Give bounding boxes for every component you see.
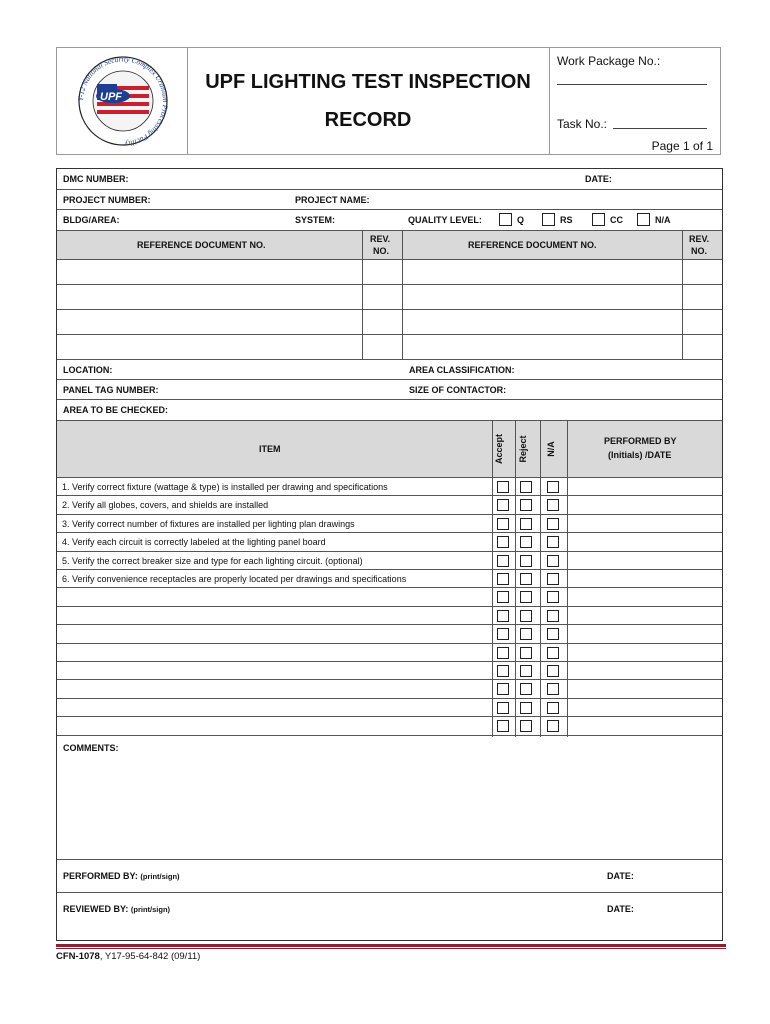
performed-by-cell[interactable] bbox=[568, 496, 718, 514]
accept-header: Accept bbox=[494, 434, 504, 465]
system-label: SYSTEM: bbox=[295, 215, 336, 225]
reject-checkbox[interactable] bbox=[520, 610, 532, 622]
info-cell bbox=[550, 48, 720, 154]
reject-checkbox[interactable] bbox=[520, 555, 532, 567]
checklist-divider bbox=[515, 421, 516, 737]
reject-checkbox[interactable] bbox=[520, 518, 532, 530]
checklist-header bbox=[57, 421, 722, 478]
contactor-label: SIZE OF CONTACTOR: bbox=[409, 385, 507, 395]
na-checkbox[interactable] bbox=[547, 665, 559, 677]
accept-checkbox[interactable] bbox=[497, 610, 509, 622]
item-header: ITEM bbox=[259, 444, 281, 454]
na-checkbox[interactable] bbox=[547, 573, 559, 585]
na-checkbox[interactable] bbox=[547, 683, 559, 695]
quality-na-label: N/A bbox=[655, 215, 671, 225]
na-header: N/A bbox=[546, 441, 556, 457]
reject-checkbox[interactable] bbox=[520, 591, 532, 603]
area-checked-label: AREA TO BE CHECKED: bbox=[63, 405, 169, 415]
na-checkbox[interactable] bbox=[547, 702, 559, 714]
performed-by-cell[interactable] bbox=[568, 644, 718, 662]
reject-checkbox[interactable] bbox=[520, 665, 532, 677]
task-field[interactable] bbox=[613, 128, 707, 129]
performed-by-row[interactable] bbox=[57, 860, 722, 893]
performed-by-cell[interactable] bbox=[568, 588, 718, 606]
accept-checkbox[interactable] bbox=[497, 628, 509, 640]
checklist-row bbox=[57, 699, 722, 717]
checklist-row bbox=[57, 496, 722, 514]
checklist-item-text: 3. Verify correct number of fixtures are installed per lighting plan drawings bbox=[62, 518, 355, 529]
task-label: Task No.: bbox=[557, 117, 608, 131]
checklist-row bbox=[57, 533, 722, 551]
reject-checkbox[interactable] bbox=[520, 481, 532, 493]
ref-table-header bbox=[57, 231, 722, 260]
ref-divider bbox=[682, 231, 683, 360]
checklist-row bbox=[57, 607, 722, 625]
reject-header: Reject bbox=[518, 435, 528, 463]
checklist-row bbox=[57, 662, 722, 680]
checklist-divider bbox=[567, 421, 568, 737]
reviewed-by-row[interactable] bbox=[57, 893, 722, 940]
performed-by-header-line2: (Initials) /DATE bbox=[608, 450, 672, 460]
checklist-row bbox=[57, 478, 722, 496]
reject-checkbox[interactable] bbox=[520, 628, 532, 640]
performed-by-cell[interactable] bbox=[568, 699, 718, 717]
checklist-item-text: 5. Verify the correct breaker size and type for each lighting circuit. (optional) bbox=[62, 555, 363, 566]
reject-checkbox[interactable] bbox=[520, 573, 532, 585]
na-checkbox[interactable] bbox=[547, 499, 559, 511]
location-label: LOCATION: bbox=[63, 365, 113, 375]
accept-checkbox[interactable] bbox=[497, 591, 509, 603]
performed-by-cell[interactable] bbox=[568, 515, 718, 533]
area-classification-label: AREA CLASSIFICATION: bbox=[409, 365, 515, 375]
quality-q-label: Q bbox=[517, 215, 525, 225]
reject-checkbox[interactable] bbox=[520, 702, 532, 714]
form-header bbox=[56, 47, 721, 155]
ref-row[interactable] bbox=[57, 310, 722, 335]
ref-doc-header-2: REFERENCE DOCUMENT NO. bbox=[468, 240, 597, 250]
ref-row[interactable] bbox=[57, 260, 722, 285]
page-number: Page 1 of 1 bbox=[651, 139, 713, 153]
performed-by-cell[interactable] bbox=[568, 717, 718, 735]
rev-header-2-line2: NO. bbox=[691, 246, 708, 256]
checklist-item-text: 2. Verify all globes, covers, and shields are installed bbox=[62, 500, 269, 511]
performed-by-cell[interactable] bbox=[568, 680, 718, 698]
quality-cc-checkbox[interactable] bbox=[592, 213, 605, 226]
performed-by-header-line1: PERFORMED BY bbox=[604, 436, 677, 446]
accept-checkbox[interactable] bbox=[497, 499, 509, 511]
na-checkbox[interactable] bbox=[547, 591, 559, 603]
panel-tag-row[interactable] bbox=[57, 380, 722, 400]
performed-by-cell[interactable] bbox=[568, 533, 718, 551]
na-checkbox[interactable] bbox=[547, 628, 559, 640]
na-checkbox[interactable] bbox=[547, 536, 559, 548]
performed-by-cell[interactable] bbox=[568, 478, 718, 496]
accept-checkbox[interactable] bbox=[497, 555, 509, 567]
accept-checkbox[interactable] bbox=[497, 665, 509, 677]
title-cell bbox=[187, 48, 550, 154]
quality-rs-checkbox[interactable] bbox=[542, 213, 555, 226]
checklist-row bbox=[57, 588, 722, 606]
area-checked-row[interactable] bbox=[57, 400, 722, 421]
performed-by-cell[interactable] bbox=[568, 607, 718, 625]
checklist-row bbox=[57, 680, 722, 698]
rev-header-1-line1: REV. bbox=[370, 234, 391, 244]
dmc-label: DMC NUMBER: bbox=[63, 174, 129, 184]
accept-checkbox[interactable] bbox=[497, 683, 509, 695]
checklist-row bbox=[57, 552, 722, 570]
panel-tag-label: PANEL TAG NUMBER: bbox=[63, 385, 159, 395]
accept-checkbox[interactable] bbox=[497, 647, 509, 659]
reviewed-date-label: DATE: bbox=[607, 904, 634, 914]
performed-by-label: PERFORMED BY: (print/sign) bbox=[63, 871, 180, 881]
checklist-row bbox=[57, 515, 722, 533]
ref-doc-header-1: REFERENCE DOCUMENT NO. bbox=[137, 240, 266, 250]
checklist-item-text: 6. Verify convenience receptacles are properly located per drawings and specifications bbox=[62, 574, 407, 584]
reject-checkbox[interactable] bbox=[520, 536, 532, 548]
form-code: CFN-1078, Y17-95-64-842 (09/11) bbox=[56, 951, 201, 962]
quality-cc-label: CC bbox=[610, 215, 623, 225]
form-title-line2: RECORD bbox=[324, 109, 412, 131]
svg-text:Y-12 National Security Complex: Y-12 National Security Complex Uranium Processing Facility bbox=[75, 54, 171, 149]
bldg-label: BLDG/AREA: bbox=[63, 215, 120, 225]
accept-checkbox[interactable] bbox=[497, 481, 509, 493]
performed-by-cell[interactable] bbox=[568, 552, 718, 570]
bldg-row[interactable] bbox=[57, 210, 722, 231]
quality-rs-label: RS bbox=[560, 215, 573, 225]
reject-checkbox[interactable] bbox=[520, 683, 532, 695]
quality-na-checkbox[interactable] bbox=[637, 213, 650, 226]
work-package-field[interactable] bbox=[557, 84, 707, 85]
accept-checkbox[interactable] bbox=[497, 720, 509, 732]
ref-divider bbox=[362, 231, 363, 360]
inspection-form bbox=[56, 168, 723, 941]
na-checkbox[interactable] bbox=[547, 647, 559, 659]
rev-header-1-line2: NO. bbox=[373, 246, 390, 256]
date-label: DATE: bbox=[585, 174, 612, 184]
reject-checkbox[interactable] bbox=[520, 720, 532, 732]
comments-box[interactable] bbox=[57, 737, 722, 860]
project-row[interactable] bbox=[57, 190, 722, 210]
quality-level-label: QUALITY LEVEL: bbox=[408, 215, 482, 225]
accept-checkbox[interactable] bbox=[497, 702, 509, 714]
reviewed-by-label: REVIEWED BY: (print/sign) bbox=[63, 904, 171, 914]
checklist-row bbox=[57, 625, 722, 643]
rev-header-2-line1: REV. bbox=[689, 234, 710, 244]
upf-logo bbox=[57, 48, 187, 154]
checklist-row bbox=[57, 717, 722, 735]
project-number-label: PROJECT NUMBER: bbox=[63, 195, 151, 205]
performed-by-cell[interactable] bbox=[568, 662, 718, 680]
reject-checkbox[interactable] bbox=[520, 647, 532, 659]
na-checkbox[interactable] bbox=[547, 518, 559, 530]
footer-rule-thin bbox=[56, 948, 726, 949]
svg-text:UPF: UPF bbox=[100, 91, 122, 103]
accept-checkbox[interactable] bbox=[497, 573, 509, 585]
ref-row[interactable] bbox=[57, 285, 722, 310]
logo-cell bbox=[57, 48, 188, 154]
accept-checkbox[interactable] bbox=[497, 518, 509, 530]
performed-by-cell[interactable] bbox=[568, 625, 718, 643]
reject-checkbox[interactable] bbox=[520, 499, 532, 511]
form-title-line1: UPF LIGHTING TEST INSPECTION bbox=[205, 71, 531, 93]
na-checkbox[interactable] bbox=[547, 555, 559, 567]
work-package-label: Work Package No.: bbox=[557, 54, 661, 68]
accept-checkbox[interactable] bbox=[497, 536, 509, 548]
project-name-label: PROJECT NAME: bbox=[295, 195, 370, 205]
checklist-row bbox=[57, 644, 722, 662]
footer-rule bbox=[56, 944, 726, 947]
checklist-item-text: 1. Verify correct fixture (wattage & type) is installed per drawing and specifications bbox=[62, 482, 388, 492]
performed-by-cell[interactable] bbox=[568, 570, 718, 588]
checklist-item-text: 4. Verify each circuit is correctly labeled at the lighting panel board bbox=[62, 537, 326, 548]
na-checkbox[interactable] bbox=[547, 610, 559, 622]
checklist-divider bbox=[540, 421, 541, 737]
ref-divider bbox=[402, 231, 403, 360]
location-row[interactable] bbox=[57, 360, 722, 380]
ref-row[interactable] bbox=[57, 335, 722, 360]
na-checkbox[interactable] bbox=[547, 720, 559, 732]
checklist-divider bbox=[492, 421, 493, 737]
quality-q-checkbox[interactable] bbox=[499, 213, 512, 226]
na-checkbox[interactable] bbox=[547, 481, 559, 493]
comments-label: COMMENTS: bbox=[63, 743, 119, 753]
performed-date-label: DATE: bbox=[607, 871, 634, 881]
dmc-row[interactable] bbox=[57, 169, 722, 190]
checklist-row bbox=[57, 570, 722, 588]
